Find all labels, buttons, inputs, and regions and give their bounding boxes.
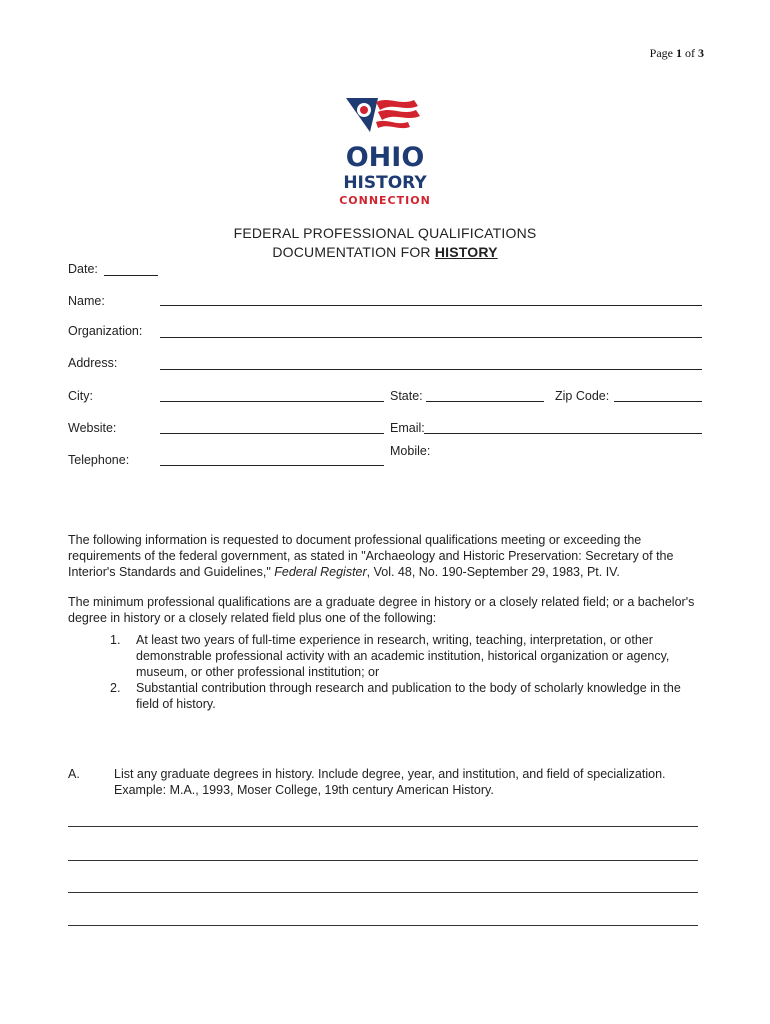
zip-code-label: Zip Code:	[555, 389, 610, 403]
logo-connection: CONNECTION	[339, 194, 431, 207]
answer-line[interactable]	[68, 826, 698, 827]
title-line-1: FEDERAL PROFESSIONAL QUALIFICATIONS	[233, 225, 537, 241]
state-field[interactable]	[426, 401, 544, 402]
list-item: 1. At least two years of full-time experience in research, writing, teaching, interpretation, or other demonstrable professional activity with an academic institution, historical organization or agency, museum, or other professional institution; or	[110, 633, 670, 679]
list-item: 2. Substantial contribution through research and publication to the body of scholarly knowledge in the field of history.	[110, 681, 681, 711]
section-a-marker: A.	[68, 767, 80, 781]
name-label: Name:	[68, 294, 105, 308]
website-label: Website:	[68, 421, 117, 435]
document-title	[140, 224, 630, 262]
answer-line[interactable]	[68, 860, 698, 861]
telephone-label: Telephone:	[68, 453, 130, 467]
name-field[interactable]	[160, 305, 702, 306]
page-number: Page 1 of 3	[649, 46, 704, 60]
organization-label: Organization:	[68, 324, 143, 338]
email-field[interactable]	[424, 433, 702, 434]
date-field[interactable]	[104, 275, 158, 276]
logo-ohio: OHIO	[345, 142, 425, 173]
organization-field[interactable]	[160, 337, 702, 338]
intro-paragraph-2: The minimum professional qualifications are a graduate degree in history or a closely related field; or a bachelor's degree in history or a closely related field plus one of the following:	[68, 595, 695, 625]
logo-history: HISTORY	[343, 173, 427, 193]
flag-icon	[346, 98, 420, 132]
address-field[interactable]	[160, 369, 702, 370]
city-field[interactable]	[160, 401, 384, 402]
telephone-field[interactable]	[160, 465, 384, 466]
mobile-label: Mobile:	[390, 444, 431, 458]
date-label: Date:	[68, 262, 98, 276]
zip-code-field[interactable]	[614, 401, 702, 402]
ohio-history-connection-logo	[330, 92, 440, 208]
address-label: Address:	[68, 356, 118, 370]
section-a-instructions: List any graduate degrees in history. Include degree, year, and institution, and field of specialization. Example: M.A., 1993, Moser College, 19th century American History.	[114, 767, 666, 797]
state-label: State:	[390, 389, 423, 403]
requirements-list	[68, 632, 704, 712]
city-label: City:	[68, 389, 93, 403]
answer-line[interactable]	[68, 925, 698, 926]
intro-paragraph-1: The following information is requested to document professional qualifications meeting or exceeding the requirements of the federal government, as stated in "Archaeology and Historic Preservation: Secretary of the Interior's Standards and Guidelines," Federal Register, Vol. 48, No. 190-September 29, 1983, Pt. IV.	[68, 533, 674, 579]
email-label: Email:	[390, 421, 425, 435]
answer-line[interactable]	[68, 892, 698, 893]
title-line-2: DOCUMENTATION FOR HISTORY	[272, 244, 498, 260]
website-field[interactable]	[160, 433, 384, 434]
